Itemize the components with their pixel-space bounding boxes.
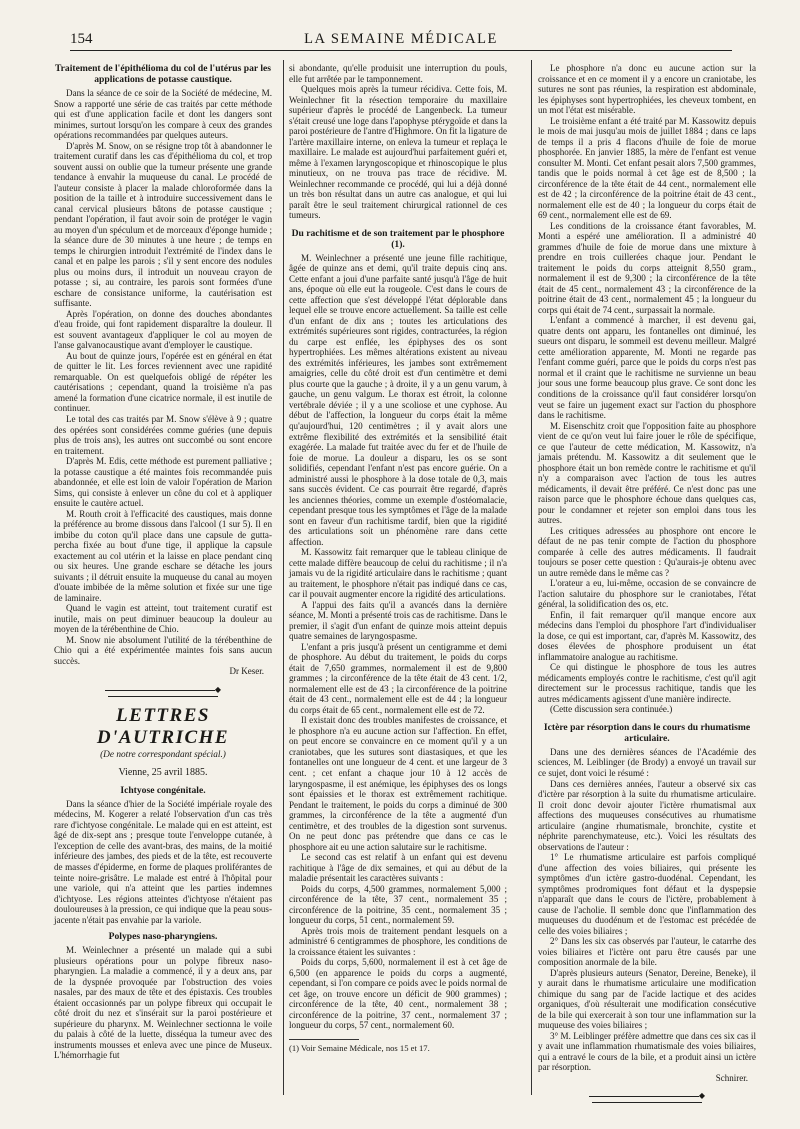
- paragraph: D'après plusieurs auteurs (Senator, Dereine, Beneke), il y aurait dans le rhumatisme articulaire une modification chimique du sang par de l'acide lactique et des acides organiques, d'où résulterait une modification consécutive de la bile qui exercerait à son tour une inflammation sur la muqueuse des voies biliaires ;: [538, 967, 756, 1031]
- paragraph: Dans une des dernières séances de l'Académie des sciences, M. Leiblinger (de Brody) a envoyé un travail sur ce sujet, dont voici le résumé :: [538, 746, 756, 778]
- article-heading-ichtyose: Ichtyose congénitale.: [120, 784, 206, 796]
- column-3: [538, 63, 756, 1111]
- column-1: [54, 63, 272, 1061]
- article-heading-polypes: Polypes naso-pharyngiens.: [108, 931, 218, 943]
- section-ornament: ◆: [54, 687, 272, 699]
- section-subtitle: (De notre correspondant spécial.): [100, 749, 226, 760]
- paragraph: L'enfant a pris jusqu'à présent un centigramme et demi de phosphore. Au début du traitement, le poids du corps était de 7,650 grammes, normalement il est de 9,800 grammes ; la circonférence de la tête était de 43 cent. 1/2, normalement elle est de 43 ; la circonférence de la poitrine était de 43 cent., normalement elle est de 44 ; la longueur du corps était de 65 cent., normalement elle est de 72.: [289, 641, 507, 715]
- paragraph: Après trois mois de traitement pendant lesquels on a administré 6 centigrammes de phosphore, les conditions de la croissance étaient les suivantes :: [289, 925, 507, 957]
- paragraph: M. Kassowitz fait remarquer que le tableau clinique de cette malade diffère beaucoup de celui du rachitisme ; il n'a jamais vu de la rigidité articulaire dans le rachitisme ; quant au traitement, le phosphore n'était pas indiqué dans ce cas, car il pouvait augmenter encore la rigidité des articulations.: [289, 547, 507, 600]
- footnote-rule: [289, 1039, 359, 1040]
- paragraph: Poids du corps, 5,600, normalement il est à cet âge de 6,500 (en apparence le poids du corps a augmenté, cependant, si l'on compare ce poids avec le poids normal de cet âge, on trouve encore un déficit de 900 grammes) ; circonférence de la tête, 40 cent., normalement 38 ; circonférence de la poitrine, 37 cent., normalement 37 ; longueur du corps, 57 cent., normalement 60.: [289, 957, 507, 1031]
- paragraph: Le second cas est relatif à un enfant qui est devenu rachitique à l'âge de dix semaines, et qui au début de la maladie présentait les caractères suivants :: [289, 852, 507, 884]
- journal-title: LA SEMAINE MÉDICALE: [304, 31, 498, 47]
- paragraph: Dans la séance de ce soir de la Société de médecine, M. Snow a rapporté une série de cas traités par cette méthode qui est d'une application facile et dont les dangers sont minimes, surtout lorsqu'on les compare à ceux des grandes opérations recommandées par quelques auteurs.: [54, 88, 272, 141]
- paragraph: Les critiques adressées au phosphore ont encore le défaut de ne pas tenir compte de l'action du phosphore comparée à celle des autres médicaments. Il faudrait toujours se poser cette question : Qu'aurais-je obtenu avec un autre remède dans le même cas ?: [538, 525, 756, 578]
- paragraph: Quand le vagin est atteint, tout traitement curatif est inutile, mais on peut diminuer beaucoup la douleur au moyen de la térébenthine de Chio.: [54, 603, 272, 635]
- paragraph: 3° M. Leiblinger préfère admettre que dans ces six cas il y avait une inflammation rhumatismale des voies biliaires, qui a entravé le cours de la bile, et a produit ainsi un ictère par résorption.: [538, 1030, 756, 1073]
- paragraph: M. Routh croit à l'efficacité des caustiques, mais donne la préférence au brome dissous dans l'alcool (1 sur 5). Il en imbibe du coton qu'il place dans une capsule de gutta-percha fixée au bout d'une tige, il applique la capsule exactement au col utérin et la laisse en place pendant cinq ou six heures. Une grande eschare se détache les jours suivants ; il détruit ensuite la muqueuse du canal au moyen d'ouate imbibée de la même solution et fixée sur une tige de laminaire.: [54, 508, 272, 603]
- author-signature: Dr Keser.: [229, 666, 264, 677]
- paragraph: si abondante, qu'elle produisit une interruption du pouls, elle fut arrêtée par le tamponnement.: [289, 63, 507, 84]
- column-divider-1: [283, 60, 284, 1095]
- paragraph: Les conditions de la croissance étant favorables, M. Monti a espéré une amélioration. Il a administré 40 grammes d'huile de foie de morue dans une mixture à prendre en trois cuillerées chaque jour. Pendant le traitement le poids du corps atteignit 8,550 gram., normalement il est de 9,300 ; la circonférence de la tête était de 45 cent., normalement 43 ; la circonférence de la poitrine était de 43 cent., normalement 45 ; la longueur du corps qui était de 74 cent., surpassait la normale.: [538, 220, 756, 315]
- paragraph: Le total des cas traités par M. Snow s'élève à 9 ; quatre des opérées sont considérées comme guéries (une depuis plus de trois ans), les autres ont succombé ou sont encore en traitement.: [54, 413, 272, 456]
- article-heading-epithelioma: Traitement de l'épithélioma du col de l'utérus par les applications de potasse caustique.: [54, 63, 272, 85]
- paragraph: M. Snow nie absolument l'utilité de la térébenthine de Chio qui a été expérimentée maintes fois sans aucun succès.: [54, 634, 272, 666]
- paragraph: Ce qui distingue le phosphore de tous les autres médicaments employés contre le rachitisme, c'est qu'il agit directement sur le processus rachitique, tandis que les autres médicaments agissent d'une manière indirecte.: [538, 662, 756, 704]
- column-2: [289, 63, 507, 1053]
- paragraph: Enfin, il fait remarquer qu'il manque encore aux médecins dans l'emploi du phosphore l'art d'individualiser la dose, ce qui est important, car, d'après M. Kassowitz, des doses élevées de phosphore produisent un état inflammatoire analogue au rachitisme.: [538, 609, 756, 662]
- footnote: (1) Voir Semaine Médicale, nos 15 et 17.: [289, 1042, 430, 1053]
- section-title: LETTRES D'AUTRICHE: [96, 704, 230, 748]
- paragraph: Le troisième enfant a été traité par M. Kassowitz depuis le mois de mai jusqu'au mois de juillet 1884 ; dans ce laps de temps il a pris 4 flacons d'huile de foie de morue phosphorée. En janvier 1885, la mère de l'enfant est venue consulter M. Monti. Cet enfant pesait alors 7,500 grammes, tandis que le poids normal à cet âge est de 8,500 ; la circonférence de la tête était de 44 cent., normalement elle est de 42 ; la circonférence de la poitrine était de 43 cent., normalement elle est de 40 ; la longueur du corps était de 69 cent., normalement elle est de 69.: [538, 115, 756, 221]
- paragraph: Après l'opération, on donne des douches abondantes d'eau froide, qui font rapidement disparaître la douleur. Il est souvent avantageux d'appliquer le col au moyen de l'anse galvanocaustique avant d'employer le caustique.: [54, 308, 272, 351]
- paragraph: A l'appui des faits qu'il a avancés dans la dernière séance, M. Monti a présenté trois cas de rachitisme. Dans le premier, il s'agit d'un enfant de quinze mois atteint depuis quatre semaines de laryngospasme.: [289, 599, 507, 642]
- dateline: Vienne, 25 avril 1885.: [118, 767, 208, 779]
- paragraph: M. Weinlechner a présenté un malade qui a subi plusieurs opérations pour un polype fibreux naso-pharyngien. La maladie a commencé, il y a deux ans, par de la dyspnée provoquée par l'obstruction des voies nasales, par des maux de tête et des épistaxis. Ces troubles étaient occasionnés par un polype fibreux qui occupait le côté droit du nez et s'insérait sur la paroi postérieure et supérieure du pharynx. M. Weinlechner sectionna le voile du palais à côté de la luette, disséqua la tumeur avec des instruments mousses et enleva avec une pince de Museux. L'hémorrhagie fut: [54, 945, 272, 1061]
- paragraph: 1° Le rhumatisme articulaire est parfois compliqué d'une affection des voies biliaires, qui présente les symptômes d'un ictère gastro-duodénal. Cependant, les symptômes prodromiques font défaut et la dyspepsie n'apparaît que dans le cours de l'ictère, probablement à cause de l'acholie. Il semble donc que l'inflammation des muqueuses du duodénum et de l'estomac est précédée de celle des voies biliaires ;: [538, 852, 756, 936]
- paragraph: Poids du corps, 4,500 grammes, normalement 5,000 ; circonférence de la tête, 37 cent., normalement 35 ; circonférence de la poitrine, 35 cent., normalement 35 ; longueur du corps, 51 cent., normalement 59.: [289, 883, 507, 926]
- page-header: [70, 26, 732, 51]
- paragraph: M. Weinlechner a présenté une jeune fille rachitique, âgée de quinze ans et demi, qu'il traite depuis cinq ans. Cette enfant a joui d'une parfaite santé jusqu'à l'âge de huit ans, époque où elle eut la rougeole. C'est dans le cours de cette affection que s'est développé l'état déplorable dans lequel elle se trouve encore actuellement. Sa taille est celle d'un enfant de dix ans ; toutes les articulations des extrémités supérieures sont rigides, contracturées, la région du carpe est enflée, les épiphyses des os sont hypertrophiées. Les mêmes altérations existent au niveau des extrémités inférieures, les jambes sont extrêmement amaigries, celle du côté droit est d'un centimètre et demi plus courte que la gauche ; à droite, il y a un genu varum, à gauche, un genu valgum. Le thorax est étroit, la colonne vertébrale déviée ; il y a une scoliose et une cyphose. Au début de l'affection, la longueur du corps était la même qu'aujourd'hui, 120 centimètres ; il y avait alors une extrême flexibilité des extrémités et la sensibilité était exagérée. La malade fut traitée avec du fer et de l'huile de foie de morue. La douleur a disparu, les os se sont solidifiés, cependant l'enfant n'est pas encore guérie. On a administré aussi le phosphore à la dose totale de 0,3, mais sans succès évident. Ce cas pourrait être regardé, d'après les anciennes théories, comme un exemple d'ostéomalacie, cependant presque tous les symptômes et l'âge de la malade sont en faveur d'un rachitisme tardif, bien que la rigidité des articulations soit un phénomène rare dans cette affection.: [289, 252, 507, 547]
- paragraph: Quelques mois après la tumeur récidiva. Cette fois, M. Weinlechner fit la résection temporaire du maxillaire supérieur d'après le procédé de Langenbeck. La tumeur s'était creusé une loge dans l'apophyse ptérygoïde et dans la paroi postérieure de l'antre d'Highmore. On fit la ligature de l'artère maxillaire interne, on enleva la tumeur et replaça le maxillaire. Le malade est aujourd'hui parfaitement guéri et, même à l'examen laryngoscopique et rhinoscopique le plus minutieux, on ne trouva pas trace de récidive. M. Weinlechner recommande ce procédé, qui lui a déjà donné un très bon résultat dans un autre cas analogue, et qui lui paraît être le seul traitement chirurgical rationnel de ces tumeurs.: [289, 84, 507, 221]
- page-number: 154: [70, 31, 93, 47]
- paragraph: D'après M. Snow, on se résigne trop tôt à abandonner le traitement curatif dans les cas d'épithélioma du col, et trop souvent aussi on oublie que la tumeur présente une grande tendance à envahir la muqueuse du canal. Le procédé de l'auteur consiste à placer la malade chloroformée dans la position de la taille et à introduire successivement dans le canal cervical plusieurs bâtons de potasse caustique ; pendant l'opération, il faut avoir soin de protéger le vagin au moyen d'un spéculum et de morceaux d'éponge humide ; la séance dure de 30 minutes à une heure ; de temps en temps le chirurgien introduit l'extrémité de l'index dans le canal et en palpe les parois ; s'il y sent encore des nodules plus ou moins durs, il introduit un nouveau crayon de potasse ; si, au contraire, les parois sont formées d'une eschare de consistance uniforme, la cautérisation est suffisante.: [54, 140, 272, 309]
- paragraph: Le phosphore n'a donc eu aucune action sur la croissance et en ce moment il y a encore un craniotabe, les sutures ne sont pas réunies, la respiration est abdominale, les épiphyses sont hypertrophiées, les cheveux tombent, en un mot l'état est misérable.: [538, 63, 756, 116]
- article-heading-rachitisme: Du rachitisme et de son traitement par le phosphore (1).: [291, 227, 505, 250]
- paragraph: (Cette discussion sera continuée.): [550, 704, 673, 715]
- column-divider-2: [531, 60, 532, 1095]
- article-heading-ictere: Ictère par résorption dans le cours du rhumatisme articulaire.: [543, 721, 751, 744]
- paragraph: L'enfant a commencé à marcher, il est devenu gai, quatre dents ont apparu, les fontanelles ont diminué, les sueurs ont disparu, le sommeil est devenu meilleur. Malgré cette amélioration apparente, M. Monti ne regarde pas l'enfant comme guéri, parce que le poids du corps n'est pas normal et il craint que le rachitisme ne survienne un beau jour sous une forme beaucoup plus grave. Ce sont donc les conditions de la croissance qu'il faut considérer lorsqu'on veut se faire un jugement exact sur l'action du phosphore dans le rachitisme.: [538, 315, 756, 421]
- paragraph: D'après M. Edis, cette méthode est purement palliative ; la potasse caustique a été maintes fois recommandée puis abandonnée, et elle est loin de valoir l'opération de Marion Sims, qui consiste à enlever un cône du col et à appliquer ensuite le cautère actuel.: [54, 456, 272, 509]
- paragraph: M. Eisenschitz croit que l'opposition faite au phosphore vient de ce qu'on veut lui faire jouer le rôle de spécifique, ce que l'auteur de cette médication, M. Kassowitz, n'a jamais prétendu. M. Kassowitz a dit seulement que le phosphore était un bon remède contre le rachitisme et qu'il n'y a comparaison avec l'action de tous les autres médicaments, il devait être préféré. Ce n'est donc pas une raison parce que le phosphore échoue dans quelques cas, pour le condamner et rejeter son emploi dans tous les autres.: [538, 420, 756, 526]
- author-signature: Schnirer.: [715, 1072, 748, 1083]
- paragraph: Au bout de quinze jours, l'opérée est en général en état de quitter le lit. Les forces reviennent avec une rapidité remarquable. On est quelquefois obligé de répéter les cautérisations ; cependant, quand la troisième n'a pas amené la formation d'une cicatrice normale, il est inutile de continuer.: [54, 350, 272, 414]
- paragraph: Il existait donc des troubles manifestes de croissance, et le phosphore n'a eu aucune action sur l'affection. En effet, on peut encore se convaincre en ce moment qu'il y a un craniotabes, que les sutures sont diastasiques, et que les fontanelles ont une longueur de 4 cent. et une largeur de 3 cent. ; cet enfant a chaque jour 10 à 12 accès de laryngospasme, il est anémique, les épiphyses des os longs sont épaissies et le thorax est extrêmement rachitique. Pendant le traitement, le poids du corps a diminué de 300 grammes, la circonférence de la tête a augmenté d'un centimètre, et des troubles de la digestion sont survenus. On ne peut donc pas prétendre que dans ce cas le phosphore ait eu une action salutaire sur le rachitisme.: [289, 715, 507, 852]
- paragraph: Dans ces dernières années, l'auteur a observé six cas d'ictère par résorption à la suite du rhumatisme articulaire. Il croit donc devoir ajouter l'ictère rhumatismal aux affections des muqueuses consécutives au rhumatisme articulaire (angine rhumatismale, bronchite, cystite et néphrite parenchymateuse, etc.). Voici les résultats des observations de l'auteur :: [538, 778, 756, 852]
- end-ornament: ◆: [538, 1093, 756, 1105]
- paragraph: L'orateur a eu, lui-même, occasion de se convaincre de l'action salutaire du phosphore sur le craniotabes, l'état général, la solidification des os, etc.: [538, 578, 756, 610]
- paragraph: 2° Dans les six cas observés par l'auteur, le catarrhe des voies biliaires et l'ictère ont paru être causés par une composition anormale de la bile.: [538, 936, 756, 968]
- paragraph: Dans la séance d'hier de la Société impériale royale des médecins, M. Kogerer a relaté l'observation d'un cas très rare d'ichtyose congénitale. Le malade qui en est atteint, est âgé de dix-sept ans ; presque toute l'enveloppe cutanée, à l'exception de celle des avant-bras, des mains, de la moitié inférieure des jambes, des pieds et de la tête, est recouverte de masses d'épiderme, en forme de plaques proliférantes de teinte noire-grisâtre. Le malade est entré à l'hôpital pour une variole, qui n'a atteint que les parties indemnes d'ichtyose. Les régions atteintes d'ichtyose n'étaient pas douloureuses à la pression, ce qui indique que la peau sous-jacente n'était pas envahie par la variole.: [54, 798, 272, 925]
